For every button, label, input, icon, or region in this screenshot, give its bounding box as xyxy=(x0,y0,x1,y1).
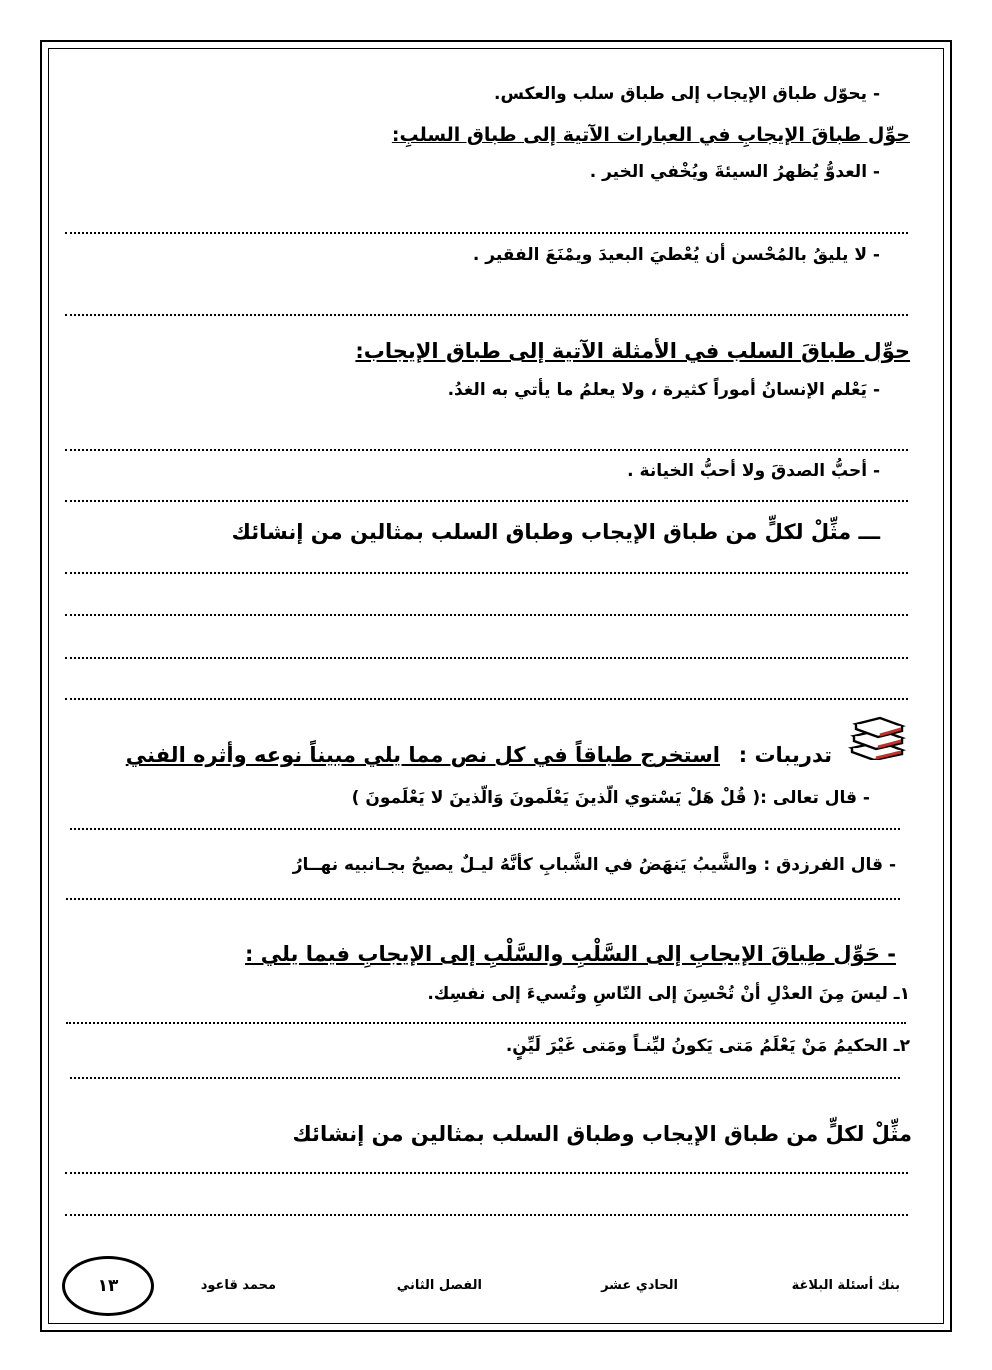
answer-line xyxy=(65,1172,908,1174)
section1-item-2: - لا يليقُ بالمُحْسن أن يُعْطيَ البعيدَ ويمْنَعَ الفقير . xyxy=(472,245,880,265)
answer-line xyxy=(65,1214,908,1216)
answer-line xyxy=(70,1077,900,1079)
answer-line xyxy=(66,898,900,900)
section4-heading: - حَوِّل طِباقَ الإيجابِ إلى السَّلْبِ والسَّلْبِ إلى الإيجابِ فيما يلي : xyxy=(245,942,896,966)
section3-item-1: - قال تعالى :( قُلْ هَلْ يَسْتوي الّذينَ يَعْلَمونَ وَالّذينَ لا يَعْلَمونَ ) xyxy=(351,788,870,808)
section2-item-2: - أحبُّ الصدقَ ولا أحبُّ الخيانة . xyxy=(627,461,880,481)
answer-line xyxy=(65,500,908,502)
answer-line xyxy=(70,828,900,830)
section2-heading: حوِّل طباقَ السلب في الأمثلة الآتية إلى طباق الإيجاب: xyxy=(355,339,910,363)
exercises-instruction: استخرج طباقاً في كل نص مما يلي مبيناً نوعه وأثره الفني xyxy=(125,743,720,767)
answer-line xyxy=(65,614,908,616)
section3-item-2: - قال الفرزدق : والشَّيبُ يَنهَضُ في الشَّبابِ كأنَّهُ ليـلٌ يصيحُ بجـانبيه نهــارُ xyxy=(292,855,896,875)
exercises-label: تدريبات : xyxy=(738,743,832,767)
books-icon xyxy=(846,714,908,760)
answer-line xyxy=(65,232,908,234)
section1-item-1: - العدوُّ يُظهرُ السيئةَ ويُخْفي الخير . xyxy=(589,162,880,182)
footer-term: الفصل الثاني xyxy=(396,1278,482,1293)
section4-exercise: مثِّلْ لكلٍّ من طباق الإيجاب وطباق السلب بمثالين من إنشائك xyxy=(292,1122,912,1146)
footer-bank: بنك أسئلة البلاغة xyxy=(791,1278,900,1293)
section4-item-2: ٢ـ الحكيمُ مَنْ يَعْلَمُ مَتى يَكونُ ليِّنـاً ومَتى غَيْرَ لَيِّنٍ. xyxy=(505,1036,910,1056)
footer-grade: الحادي عشر xyxy=(601,1278,678,1293)
footer-author: محمد قاعود xyxy=(200,1278,276,1293)
answer-line xyxy=(65,698,908,700)
section4-item-1: ١ـ ليسَ مِنَ العدْلِ أنْ تُحْسِنَ إلى النّاسِ وتُسيءَ إلى نفسِك. xyxy=(427,984,910,1004)
section2-exercise: ـــ مثِّلْ لكلٍّ من طباق الإيجاب وطباق السلب بمثالين من إنشائك xyxy=(231,520,880,544)
section1-heading: حوِّل طباقَ الإيجابِ في العبارات الآتية إلى طباق السلبِ: xyxy=(391,124,910,146)
answer-line xyxy=(66,1022,906,1024)
page-number xyxy=(62,1256,154,1316)
answer-line xyxy=(65,572,908,574)
page-number-text: ١٣ xyxy=(97,1276,119,1296)
section2-item-1: - يَعْلم الإنسانُ أموراً كثيرة ، ولا يعلمُ ما يأتي به الغدُ. xyxy=(447,380,880,400)
answer-line xyxy=(65,657,908,659)
intro-line: - يحوّل طباق الإيجاب إلى طباق سلب والعكس. xyxy=(494,84,880,104)
answer-line xyxy=(65,449,908,451)
answer-line xyxy=(65,314,908,316)
